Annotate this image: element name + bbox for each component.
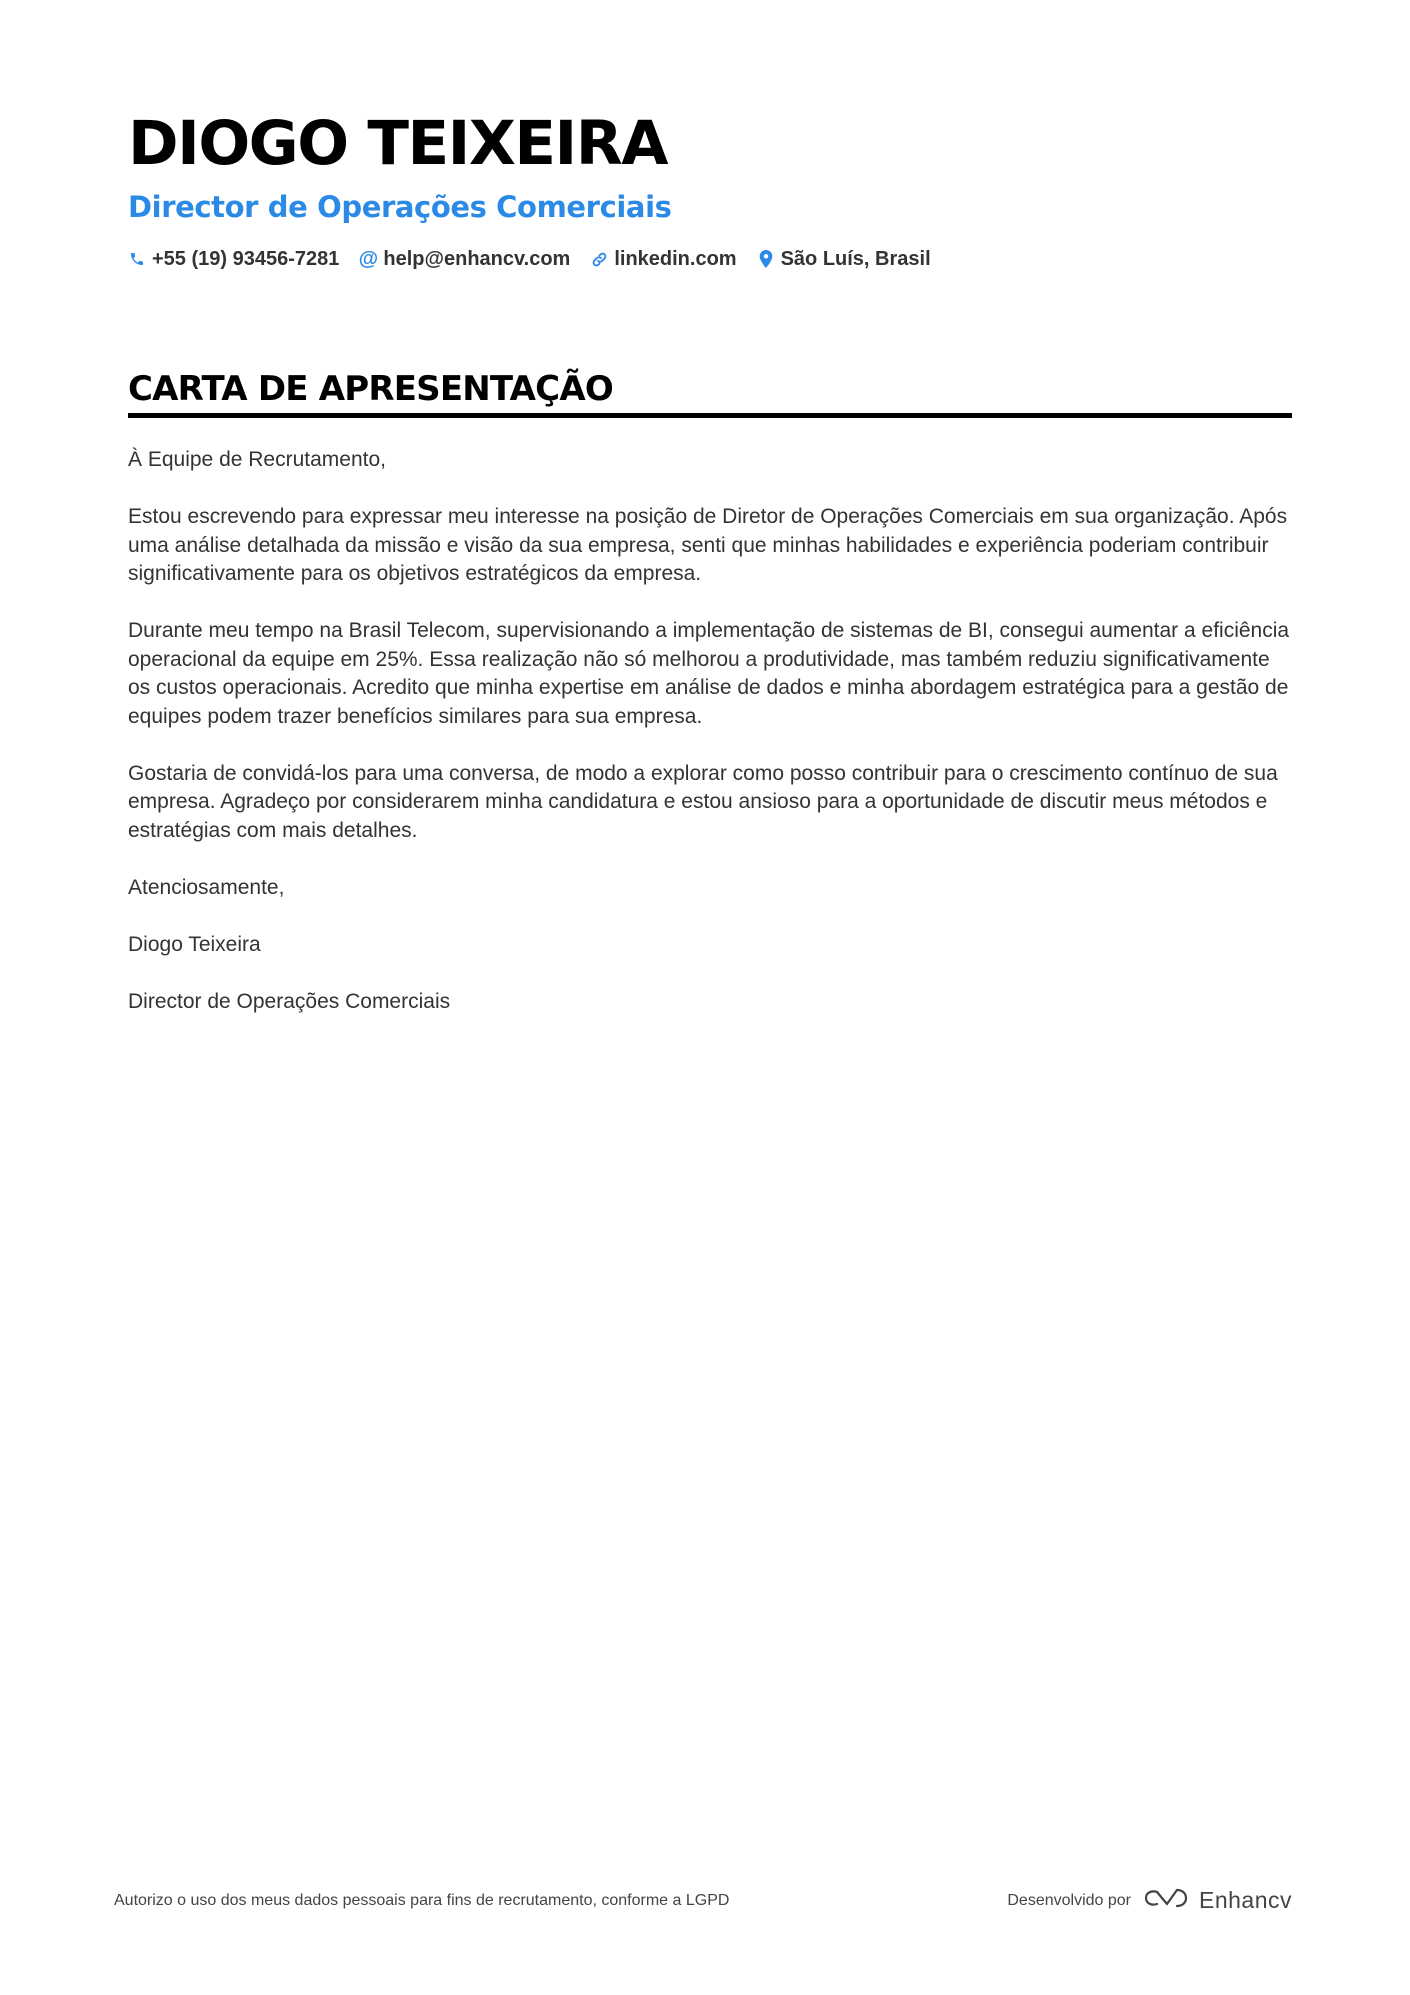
candidate-title: Director de Operações Comerciais (128, 190, 672, 224)
letter-closing: Atenciosamente, (128, 875, 285, 899)
cover-letter-section (128, 368, 1292, 1045)
contact-bar (128, 246, 1292, 272)
letter-greeting: À Equipe de Recrutamento, (128, 448, 386, 471)
signature-name: Diogo Teixeira (128, 932, 261, 956)
letter-paragraph: Gostaria de convidá-los para uma conversa, de modo a explorar como posso contribuir para o crescimento contínuo de sua empresa. Agradeço por considerarem minha candidatura e estou ansioso para a oportunidade de discutir meus métodos e estratégias com mais detalhes. (128, 761, 1278, 842)
candidate-name: DIOGO TEIXEIRA (128, 108, 667, 179)
email-text[interactable]: help@enhancv.com (383, 248, 571, 270)
link-icon (590, 249, 608, 269)
section-divider (128, 413, 1292, 418)
consent-text: Autorizo o uso dos meus dados pessoais para fins de recrutamento, conforme a LGPD (114, 1891, 730, 1909)
brand-link[interactable] (1143, 1886, 1292, 1915)
contact-location (757, 246, 931, 272)
brand-name[interactable]: Enhancv (1198, 1887, 1292, 1913)
phone-icon (128, 249, 146, 269)
signature-title: Director de Operações Comerciais (128, 989, 451, 1013)
contact-phone (128, 246, 339, 272)
section-title: CARTA DE APRESENTAÇÃO (128, 369, 613, 409)
powered-by-label: Desenvolvido por (1007, 1891, 1131, 1909)
letter-paragraph: Durante meu tempo na Brasil Telecom, supervisionando a implementação de sistemas de BI, consegui aumentar a eficiência operacional da equipe em 25%. Essa realização não só melhorou a produtividade, mas também reduziu significativamente os custos operacionais. Acredito que minha expertise em análise de dados e minha abordagem estratégica para a gestão de equipes podem trazer benefícios similares para sua empresa. (128, 619, 1290, 728)
enhancv-logo-icon (1143, 1886, 1189, 1915)
letter-body (128, 446, 1292, 1016)
contact-linkedin[interactable] (590, 246, 736, 272)
header (128, 108, 1292, 272)
location-text: São Luís, Brasil (780, 248, 931, 270)
at-icon: @ (358, 248, 379, 270)
letter-paragraph: Estou escrevendo para expressar meu interesse na posição de Diretor de Operações Comerciais em sua organização. Após uma análise detalhada da missão e visão da sua empresa, senti que minhas habilidades e experiência poderiam contribuir significativamente para os objetivos estratégicos da empresa. (128, 505, 1288, 585)
footer (114, 1886, 1292, 1915)
phone-text: +55 (19) 93456-7281 (152, 248, 340, 270)
contact-email[interactable] (359, 246, 570, 272)
linkedin-text[interactable]: linkedin.com (614, 248, 737, 270)
map-pin-icon (757, 249, 775, 269)
powered-by (1007, 1886, 1292, 1915)
